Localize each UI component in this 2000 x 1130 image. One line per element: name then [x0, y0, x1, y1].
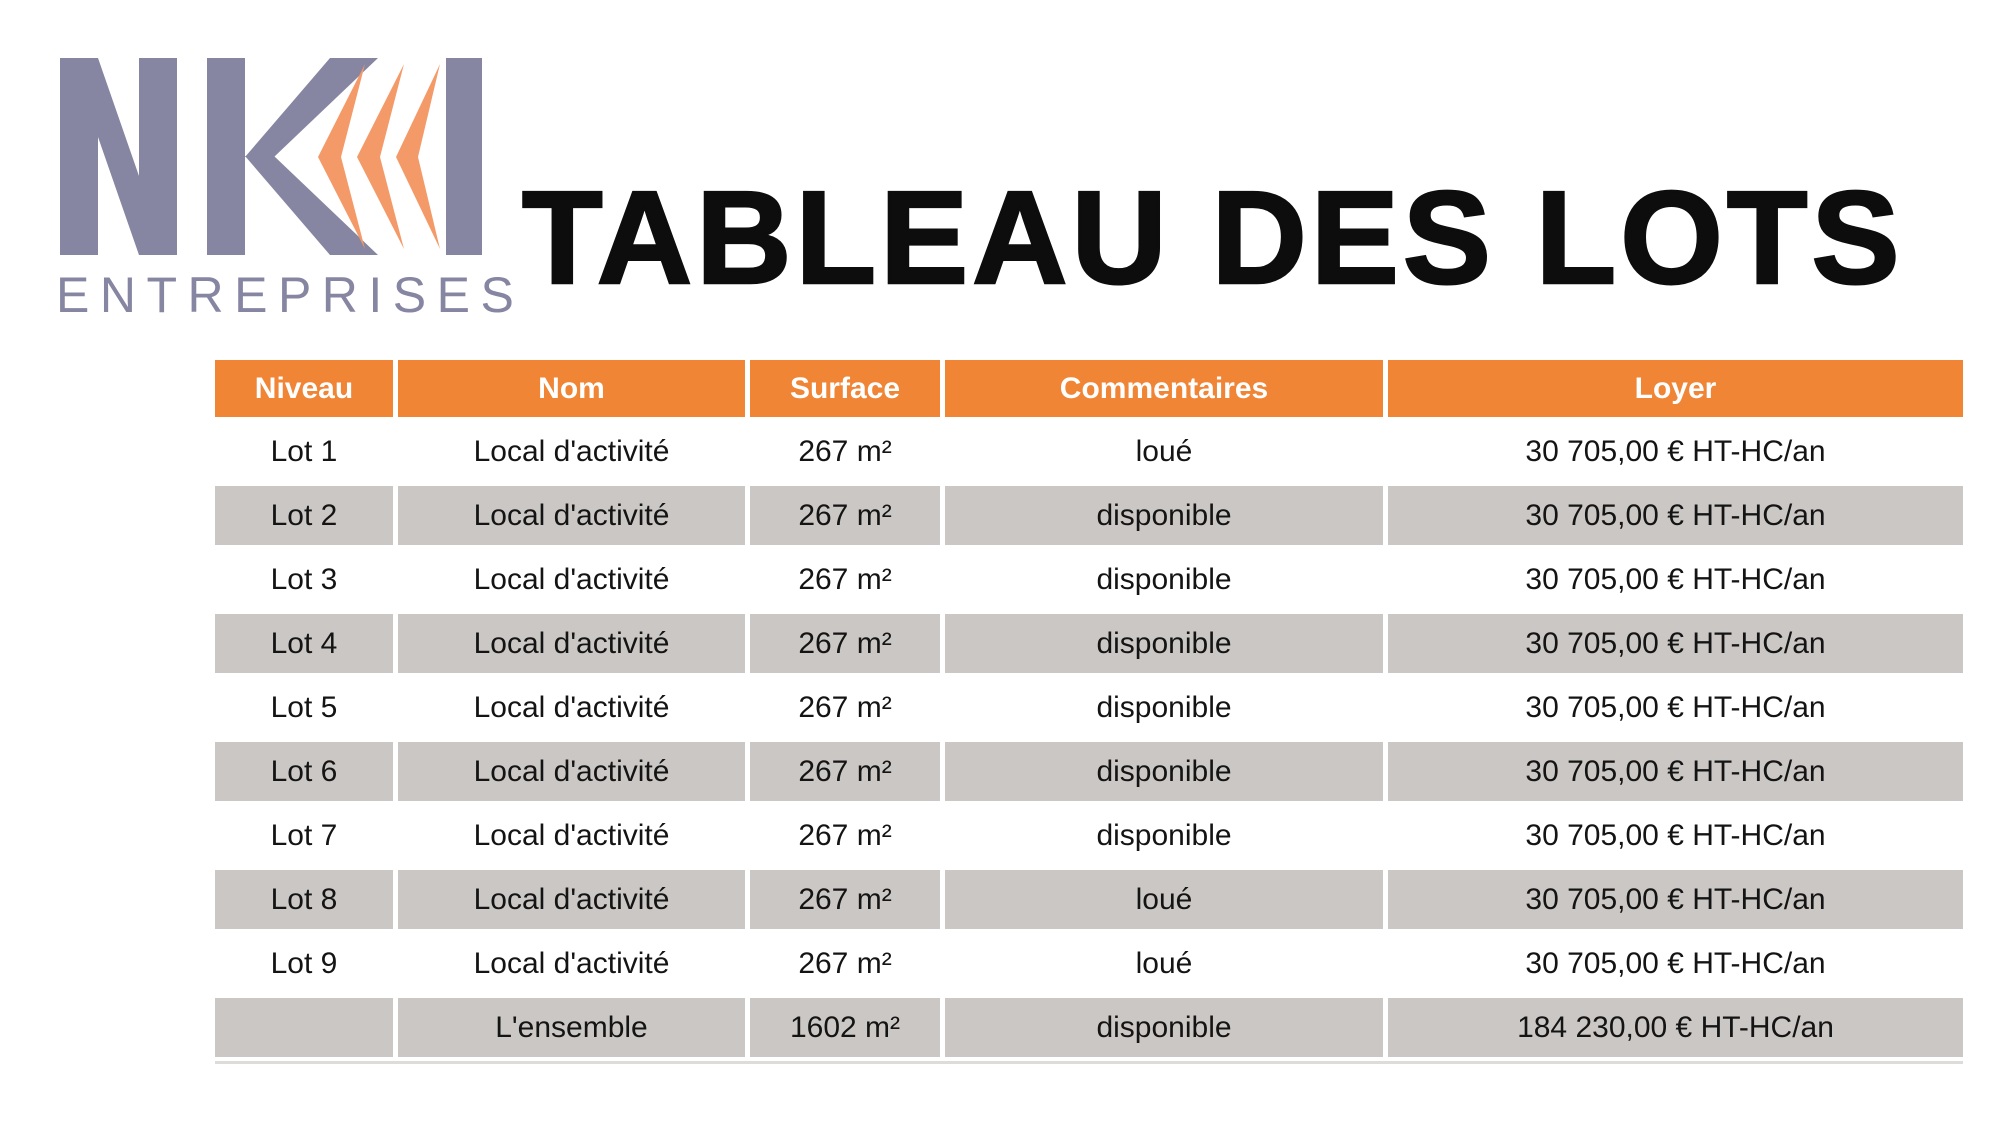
table-cell: disponible	[945, 678, 1383, 737]
table-cell: disponible	[945, 486, 1383, 545]
table-cell: Local d'activité	[398, 742, 745, 801]
table-cell: 267 m²	[750, 486, 940, 545]
table-cell: Local d'activité	[398, 422, 745, 481]
table-cell: loué	[945, 422, 1383, 481]
table-cell: Local d'activité	[398, 614, 745, 673]
column-header: Niveau	[215, 360, 393, 417]
table-cell: Lot 1	[215, 422, 393, 481]
logo-letter-n	[60, 58, 177, 255]
column-header: Loyer	[1388, 360, 1963, 417]
table-cell: disponible	[945, 742, 1383, 801]
table-cell: Lot 7	[215, 806, 393, 865]
table-cell: Lot 2	[215, 486, 393, 545]
table-cell: Lot 4	[215, 614, 393, 673]
nk-entreprises-logo	[56, 58, 525, 323]
table-cell: 30 705,00 € HT-HC/an	[1388, 614, 1963, 673]
table-cell: 30 705,00 € HT-HC/an	[1388, 870, 1963, 929]
nk-logo-icon	[60, 58, 482, 257]
page-title: TABLEAU DES LOTS	[522, 164, 1904, 311]
table-cell: disponible	[945, 998, 1383, 1057]
table-cell: disponible	[945, 806, 1383, 865]
table-cell	[215, 998, 393, 1057]
logo-letter-i	[446, 58, 482, 255]
table-cell: 267 m²	[750, 614, 940, 673]
table-cell: Lot 8	[215, 870, 393, 929]
table-cell: 267 m²	[750, 742, 940, 801]
table-cell: 267 m²	[750, 422, 940, 481]
table-cell: Local d'activité	[398, 934, 745, 993]
table-cell: Lot 6	[215, 742, 393, 801]
logo-chevron-icon	[396, 64, 440, 249]
table-cell: 184 230,00 € HT-HC/an	[1388, 998, 1963, 1057]
table-cell: Local d'activité	[398, 678, 745, 737]
table-cell: 30 705,00 € HT-HC/an	[1388, 678, 1963, 737]
table-cell: 30 705,00 € HT-HC/an	[1388, 550, 1963, 609]
table-cell: L'ensemble	[398, 998, 745, 1057]
table-cell: 267 m²	[750, 806, 940, 865]
table-cell: disponible	[945, 550, 1383, 609]
table-cell: 30 705,00 € HT-HC/an	[1388, 422, 1963, 481]
logo-subtext: ENTREPRISES	[56, 267, 525, 323]
table-cell: disponible	[945, 614, 1383, 673]
table-cell: loué	[945, 870, 1383, 929]
column-header: Surface	[750, 360, 940, 417]
table-cell: Lot 5	[215, 678, 393, 737]
table-cell: 30 705,00 € HT-HC/an	[1388, 934, 1963, 993]
table-cell: 267 m²	[750, 870, 940, 929]
table-cell: 30 705,00 € HT-HC/an	[1388, 486, 1963, 545]
logo-letter-k-stem	[207, 58, 245, 255]
table-cell: Local d'activité	[398, 550, 745, 609]
table-cell: 267 m²	[750, 678, 940, 737]
column-header: Nom	[398, 360, 745, 417]
table-cell: Lot 3	[215, 550, 393, 609]
table-cell: Local d'activité	[398, 486, 745, 545]
logo-letter-k-leg	[245, 156, 378, 255]
table-cell: Lot 9	[215, 934, 393, 993]
logo-letter-k-arm	[245, 58, 378, 157]
table-cell: Local d'activité	[398, 870, 745, 929]
table-cell: loué	[945, 934, 1383, 993]
table-cell: Local d'activité	[398, 806, 745, 865]
table-cell: 30 705,00 € HT-HC/an	[1388, 806, 1963, 865]
column-header: Commentaires	[945, 360, 1383, 417]
table-cell: 30 705,00 € HT-HC/an	[1388, 742, 1963, 801]
table-cell: 267 m²	[750, 934, 940, 993]
lots-table	[215, 360, 1963, 1057]
table-cell: 1602 m²	[750, 998, 940, 1057]
table-cell: 267 m²	[750, 550, 940, 609]
